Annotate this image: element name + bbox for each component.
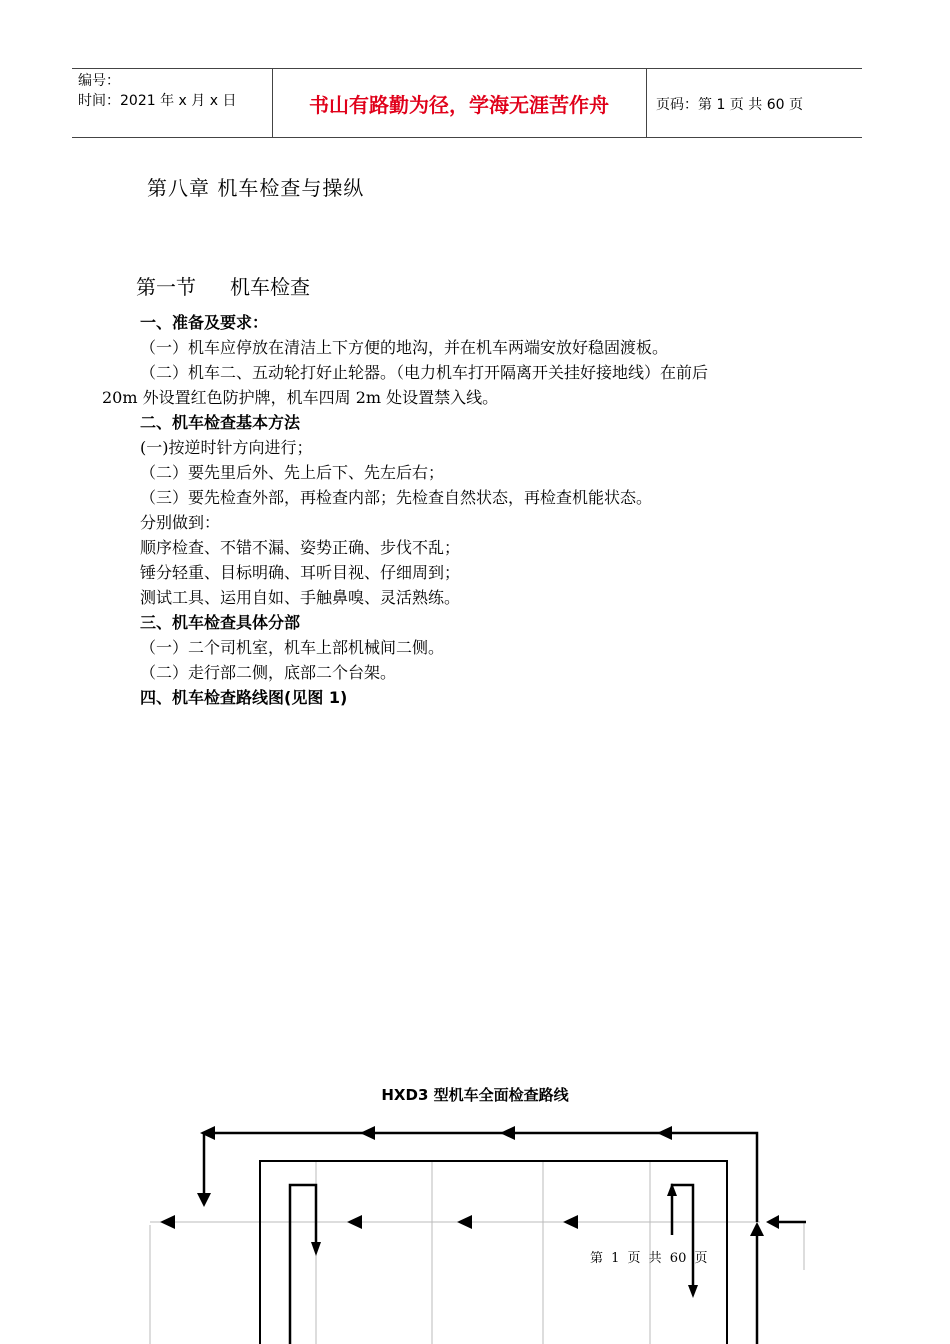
paragraph: 顺序检查、不错不漏、姿势正确、步伐不乱； bbox=[140, 538, 461, 557]
route-line bbox=[290, 1185, 316, 1344]
diagram-title: HXD3 型机车全面检查路线 bbox=[381, 1086, 569, 1104]
paragraph: （一）二个司机室，机车上部机械间二侧。 bbox=[140, 638, 445, 657]
header-page-info: 页码：第 1 页 共 60 页 bbox=[656, 97, 803, 113]
section-subheading: 四、机车检查路线图(见图 1) bbox=[140, 688, 348, 707]
paragraph: （二）机车二、五动轮打好止轮器。（电力机车打开隔离开关挂好接地线）在前后 bbox=[140, 363, 709, 382]
paragraph: 测试工具、运用自如、手触鼻嗅、灵活熟练。 bbox=[140, 588, 461, 607]
route-line bbox=[672, 1185, 693, 1290]
left-arrow-icon bbox=[200, 1126, 215, 1140]
down-arrow-icon bbox=[688, 1285, 698, 1298]
section-subheading: 三、机车检查具体分部 bbox=[140, 613, 301, 632]
document-date: 时间：2021 年 x 月 x 日 bbox=[78, 93, 237, 109]
section-subheading: 二、机车检查基本方法 bbox=[140, 413, 301, 432]
section-subheading: 一、准备及要求： bbox=[140, 313, 269, 332]
up-arrow-icon bbox=[750, 1222, 764, 1236]
paragraph: （二）走行部二侧，底部二个台架。 bbox=[140, 663, 397, 682]
down-arrow-icon bbox=[311, 1242, 321, 1256]
header-motto: 书山有路勤为径，学海无涯苦作舟 bbox=[309, 93, 609, 117]
outer-route bbox=[204, 1133, 806, 1344]
left-arrow-icon bbox=[360, 1126, 375, 1140]
left-arrow-icon bbox=[563, 1215, 578, 1229]
route-line bbox=[204, 1133, 757, 1222]
chapter-title: 第八章 机车检查与操纵 bbox=[147, 176, 365, 200]
document-number-label: 编号： bbox=[78, 73, 120, 89]
left-arrow-icon bbox=[160, 1215, 175, 1229]
inner-route-arrows bbox=[160, 1183, 698, 1298]
left-arrow-icon bbox=[347, 1215, 362, 1229]
paragraph: 分别做到： bbox=[140, 513, 221, 532]
paragraph: （一）机车应停放在清洁上下方便的地沟，并在机车两端安放好稳固渡板。 bbox=[140, 338, 669, 357]
paragraph: （二）要先里后外、先上后下、先左后右； bbox=[140, 463, 445, 482]
diagram-page-footer: 第 1 页 共 60 页 bbox=[590, 1251, 708, 1266]
left-arrow-icon bbox=[457, 1215, 472, 1229]
left-arrow-icon bbox=[500, 1126, 515, 1140]
section-title: 机车检查 bbox=[230, 275, 310, 299]
outer-route-arrows bbox=[197, 1126, 779, 1236]
paragraph: 20m 外设置红色防护牌，机车四周 2m 处设置禁入线。 bbox=[102, 388, 499, 407]
paragraph: 锤分轻重、目标明确、耳听目视、仔细周到； bbox=[140, 563, 461, 582]
section-number: 第一节 bbox=[136, 275, 196, 299]
left-arrow-icon bbox=[766, 1215, 779, 1229]
down-arrow-icon bbox=[197, 1193, 211, 1207]
paragraph: （三）要先检查外部，再检查内部；先检查自然状态，再检查机能状态。 bbox=[140, 488, 653, 507]
left-arrow-icon bbox=[657, 1126, 672, 1140]
paragraph: (一)按逆时针方向进行； bbox=[140, 438, 313, 457]
